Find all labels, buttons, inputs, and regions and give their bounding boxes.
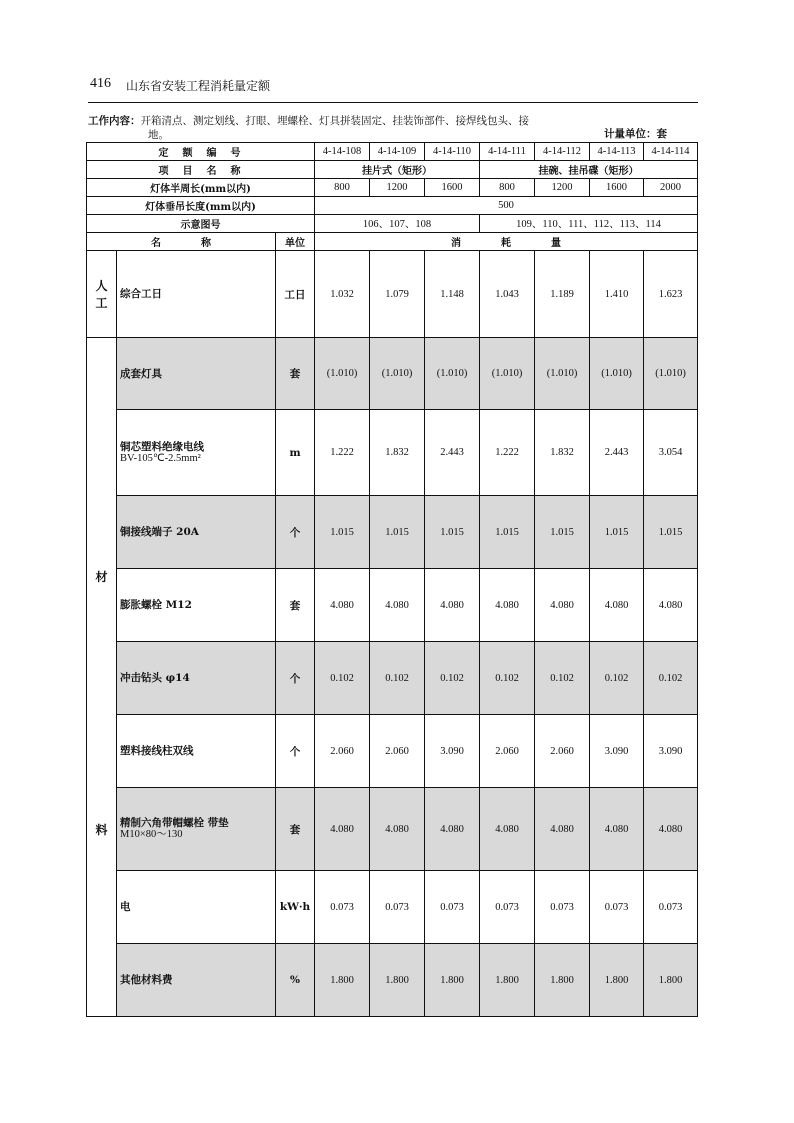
drop-row-label: 灯体垂吊长度(mm以内)	[87, 197, 315, 215]
material-value: 4.080	[535, 569, 590, 642]
materials-category	[87, 338, 117, 1017]
material-row	[87, 788, 698, 871]
material-value: 0.102	[535, 642, 590, 715]
quota-table	[86, 142, 698, 1017]
material-unit: 套	[276, 788, 315, 871]
unit-note: 计量单位：套	[604, 128, 667, 140]
book-title: 山东省安装工程消耗量定额	[126, 79, 271, 93]
material-unit: kW·h	[276, 871, 315, 944]
material-name	[117, 569, 276, 642]
material-value: 3.090	[590, 715, 644, 788]
material-value: 2.443	[425, 410, 480, 496]
page-header	[88, 72, 698, 103]
material-name	[117, 410, 276, 496]
material-value: 2.443	[590, 410, 644, 496]
material-value: 1.222	[480, 410, 535, 496]
material-value: 1.832	[370, 410, 425, 496]
material-value: 1.015	[480, 496, 535, 569]
material-value: 4.080	[315, 788, 370, 871]
material-value: 4.080	[644, 788, 698, 871]
material-value: 0.073	[370, 871, 425, 944]
material-row	[87, 642, 698, 715]
material-spec-line: BV-105℃-2.5mm²	[120, 452, 201, 464]
perimeter-value: 1200	[370, 179, 425, 197]
work-content-text-1: 开箱清点、测定划线、打眼、埋螺栓、灯具拼装固定、挂装饰部件、接焊线包头、接	[140, 115, 529, 127]
perimeter-row	[87, 179, 698, 197]
labor-value: 1.189	[535, 251, 590, 338]
material-name	[117, 496, 276, 569]
quota-code: 4-14-113	[590, 143, 644, 161]
material-value: 0.102	[644, 642, 698, 715]
labor-category	[87, 251, 117, 338]
material-name	[117, 788, 276, 871]
material-name-line: 铜芯塑料绝缘电线	[120, 440, 204, 453]
material-row	[87, 410, 698, 496]
work-content-label: 工作内容：	[88, 115, 141, 127]
material-value: 1.800	[480, 944, 535, 1017]
quota-code: 4-14-114	[644, 143, 698, 161]
diagram-b: 109、110、111、112、113、114	[480, 215, 698, 233]
material-unit: 套	[276, 338, 315, 410]
diagram-row-label: 示意图号	[87, 215, 315, 233]
perimeter-value: 1200	[535, 179, 590, 197]
material-value: 3.054	[644, 410, 698, 496]
material-value: (1.010)	[425, 338, 480, 410]
material-spec-line: M10×80～130	[120, 829, 183, 840]
material-value: 0.073	[425, 871, 480, 944]
material-unit: 个	[276, 642, 315, 715]
material-name-line: 塑料接线柱双线	[120, 745, 194, 757]
labor-unit: 工日	[276, 251, 315, 338]
material-row	[87, 569, 698, 642]
material-name	[117, 338, 276, 410]
material-value: 1.222	[315, 410, 370, 496]
work-content-text-2: 地。	[148, 129, 169, 141]
material-value: 0.073	[644, 871, 698, 944]
material-value: 0.073	[315, 871, 370, 944]
perimeter-row-label: 灯体半周长(mm以内)	[87, 179, 315, 197]
material-unit: %	[276, 944, 315, 1017]
col-unit-header: 单位	[276, 233, 315, 251]
group-b-label: 挂碗、挂吊碟（矩形）	[480, 161, 698, 179]
material-value: (1.010)	[644, 338, 698, 410]
code-row-label: 定 额 编 号	[87, 143, 315, 161]
material-value: 0.073	[480, 871, 535, 944]
material-name-line: 冲击钻头 φ14	[120, 672, 190, 684]
material-name-line: 膨胀螺栓 M12	[120, 599, 192, 611]
material-value: 0.073	[535, 871, 590, 944]
labor-row	[87, 251, 698, 338]
material-value: 1.832	[535, 410, 590, 496]
labor-value: 1.032	[315, 251, 370, 338]
material-row	[87, 871, 698, 944]
material-unit: 套	[276, 569, 315, 642]
material-value: (1.010)	[370, 338, 425, 410]
col-consumption-header: 消 耗 量	[315, 233, 698, 251]
page-number: 416	[90, 76, 111, 91]
material-value: 1.015	[535, 496, 590, 569]
material-name	[117, 642, 276, 715]
material-value: 1.800	[590, 944, 644, 1017]
material-value: 3.090	[425, 715, 480, 788]
material-name	[117, 944, 276, 1017]
materials-cat-char: 材	[95, 570, 108, 584]
group-a-label: 挂片式（矩形）	[315, 161, 480, 179]
material-value: 4.080	[480, 788, 535, 871]
material-value: 3.090	[644, 715, 698, 788]
material-value: 0.102	[480, 642, 535, 715]
material-value: (1.010)	[590, 338, 644, 410]
perimeter-value: 800	[480, 179, 535, 197]
material-name-line: 其他材料费	[120, 974, 173, 986]
perimeter-value: 1600	[425, 179, 480, 197]
quota-code: 4-14-109	[370, 143, 425, 161]
material-row	[87, 338, 698, 410]
material-value: 4.080	[425, 788, 480, 871]
perimeter-value: 1600	[590, 179, 644, 197]
material-value: 4.080	[644, 569, 698, 642]
material-value: 1.800	[644, 944, 698, 1017]
material-value: 4.080	[480, 569, 535, 642]
labor-value: 1.148	[425, 251, 480, 338]
diagram-row	[87, 215, 698, 233]
item-row	[87, 161, 698, 179]
material-value: 4.080	[590, 569, 644, 642]
labor-value: 1.043	[480, 251, 535, 338]
material-value: 4.080	[370, 788, 425, 871]
material-unit: 个	[276, 496, 315, 569]
perimeter-value: 800	[315, 179, 370, 197]
material-name	[117, 715, 276, 788]
diagram-a: 106、107、108	[315, 215, 480, 233]
perimeter-value: 2000	[644, 179, 698, 197]
material-value: 1.800	[315, 944, 370, 1017]
labor-cat-char: 人	[95, 279, 108, 293]
material-name-line: 精制六角带帽螺栓 带垫	[120, 817, 229, 829]
material-value: 1.800	[535, 944, 590, 1017]
drop-value: 500	[315, 197, 698, 215]
material-unit: m	[276, 410, 315, 496]
quota-code: 4-14-110	[425, 143, 480, 161]
labor-value: 1.079	[370, 251, 425, 338]
material-value: 0.102	[590, 642, 644, 715]
material-value: 1.015	[644, 496, 698, 569]
material-value: 1.015	[590, 496, 644, 569]
material-row	[87, 496, 698, 569]
material-value: 4.080	[315, 569, 370, 642]
material-value: 1.800	[370, 944, 425, 1017]
column-header-row	[87, 233, 698, 251]
material-value: 0.102	[315, 642, 370, 715]
material-value: 4.080	[590, 788, 644, 871]
item-row-label: 项 目 名 称	[87, 161, 315, 179]
materials-cat-char: 料	[95, 823, 108, 837]
material-value: 1.015	[315, 496, 370, 569]
work-content	[88, 114, 558, 142]
drop-row	[87, 197, 698, 215]
material-value: 2.060	[315, 715, 370, 788]
material-name-line: 电	[120, 901, 131, 913]
labor-name: 综合工日	[117, 251, 276, 338]
material-value: 1.015	[425, 496, 480, 569]
material-name-line: 成套灯具	[120, 367, 162, 380]
labor-value: 1.623	[644, 251, 698, 338]
material-value: 2.060	[535, 715, 590, 788]
code-row	[87, 143, 698, 161]
material-unit: 个	[276, 715, 315, 788]
material-value: 4.080	[535, 788, 590, 871]
material-value: 2.060	[370, 715, 425, 788]
material-value: 0.073	[590, 871, 644, 944]
material-value: 0.102	[425, 642, 480, 715]
quota-code: 4-14-108	[315, 143, 370, 161]
material-row	[87, 944, 698, 1017]
col-name-header: 名 称	[87, 233, 276, 251]
quota-code: 4-14-112	[535, 143, 590, 161]
material-value: 4.080	[425, 569, 480, 642]
labor-value: 1.410	[590, 251, 644, 338]
material-value: (1.010)	[480, 338, 535, 410]
material-value: 4.080	[370, 569, 425, 642]
material-value: (1.010)	[315, 338, 370, 410]
material-value: 2.060	[480, 715, 535, 788]
material-value: 0.102	[370, 642, 425, 715]
materials-body	[87, 338, 698, 1017]
material-value: 1.015	[370, 496, 425, 569]
material-name-line: 铜接线端子 20A	[120, 526, 199, 538]
labor-cat-char: 工	[95, 296, 108, 310]
quota-code: 4-14-111	[480, 143, 535, 161]
material-name	[117, 871, 276, 944]
material-value: 1.800	[425, 944, 480, 1017]
material-row	[87, 715, 698, 788]
material-value: (1.010)	[535, 338, 590, 410]
